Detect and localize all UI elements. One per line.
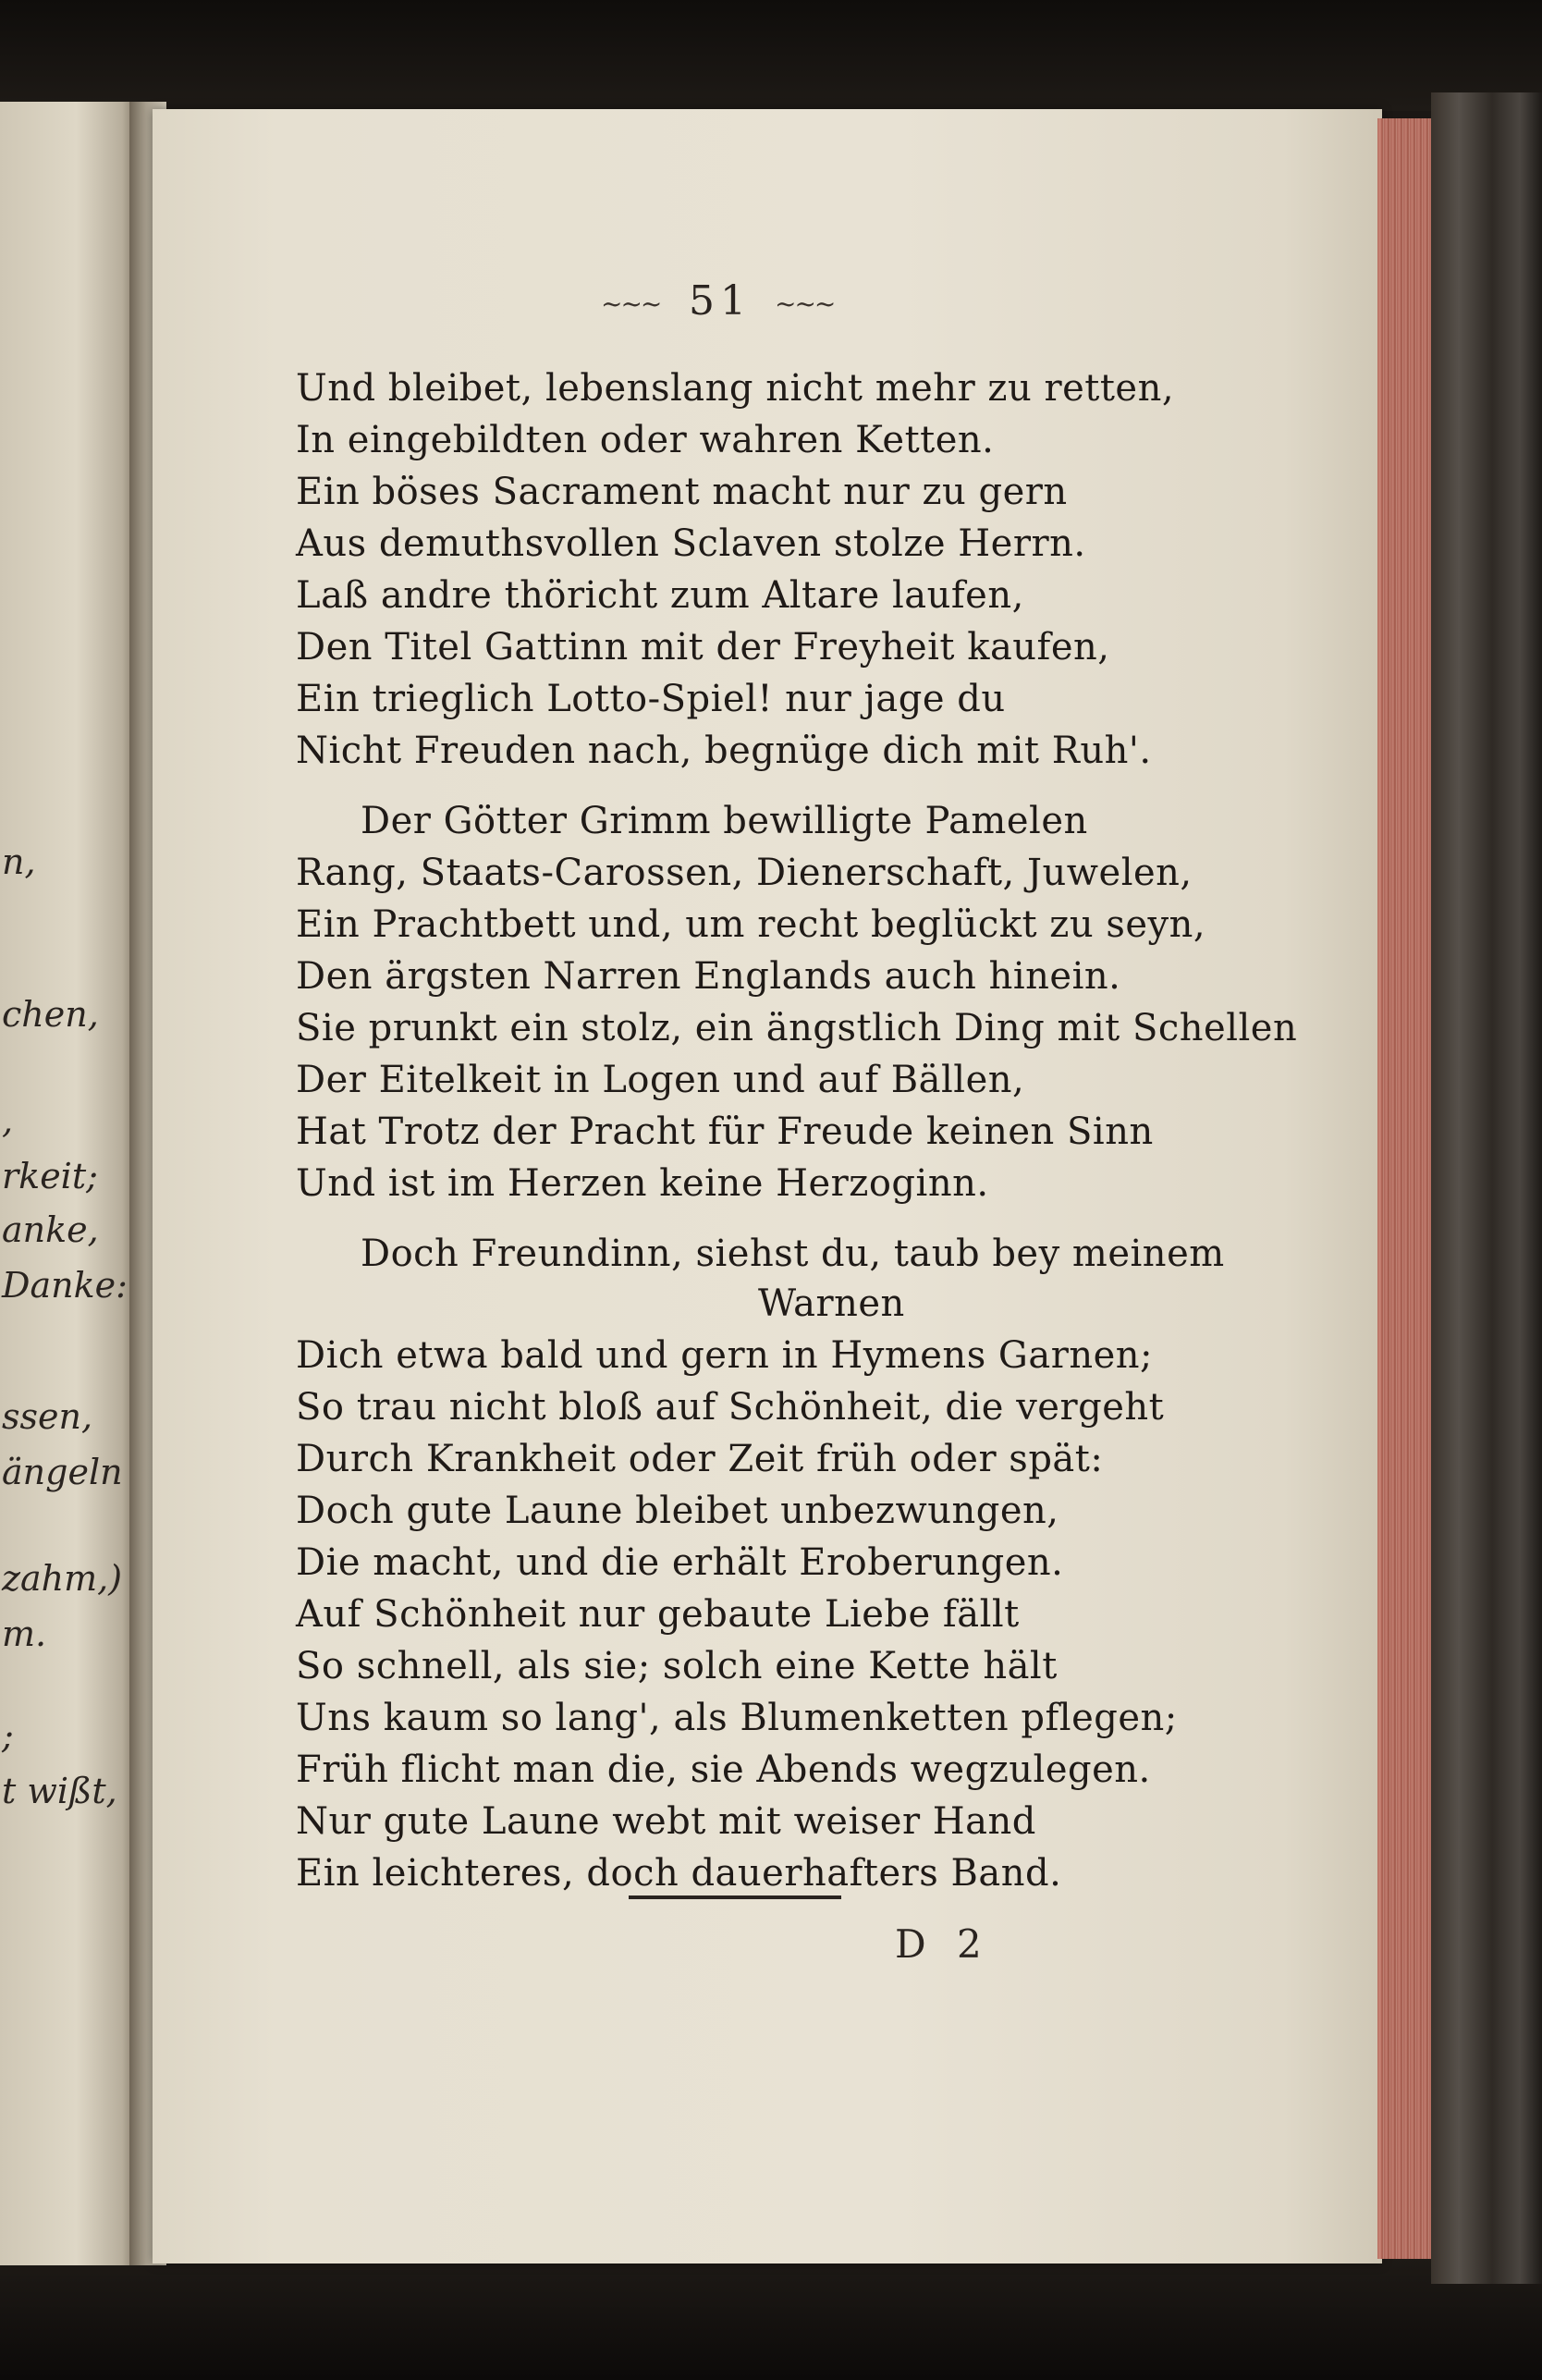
left-fragment: ssen, — [2, 1396, 93, 1437]
verse-line: Früh flicht man die, sie Abends wegzulegen. — [296, 1748, 1151, 1791]
left-fragment: rkeit; — [2, 1156, 98, 1196]
verse-line: Den Titel Gattinn mit der Freyheit kaufen, — [296, 626, 1110, 669]
left-fragment: zahm,) — [2, 1558, 123, 1599]
verse-line: Ein böses Sacrament macht nur zu gern — [296, 471, 1068, 513]
verse-line: So schnell, als sie; solch eine Kette hält — [296, 1645, 1058, 1687]
verse-line: Die macht, und die erhält Eroberungen. — [296, 1541, 1064, 1584]
left-fragment: t wißt, — [2, 1771, 117, 1811]
verse-line: Ein trieglich Lotto-Spiel! nur jage du — [296, 678, 1006, 720]
left-fragment: m. — [2, 1613, 47, 1654]
verse-line: Ein leichteres, doch dauerhafters Band. — [296, 1852, 1062, 1895]
verse-line: Den ärgsten Narren Englands auch hinein. — [296, 955, 1121, 998]
verse-line: In eingebildten oder wahren Ketten. — [296, 419, 995, 461]
verse-line: Ein Prachtbett und, um recht beglückt zu seyn, — [296, 903, 1206, 946]
ornament-right: ~~~ — [775, 288, 835, 319]
verse-line: Und bleibet, lebenslang nicht mehr zu retten, — [296, 367, 1175, 410]
verse-line: Aus demuthsvollen Sclaven stolze Herrn. — [296, 522, 1086, 565]
left-fragment: , — [2, 1100, 14, 1141]
background-top — [0, 0, 1542, 111]
verse-line: Laß andre thöricht zum Altare laufen, — [296, 574, 1024, 617]
verse-line: So trau nicht bloß auf Schönheit, die vergeht — [296, 1386, 1165, 1429]
left-fragment: n, — [2, 841, 36, 882]
left-fragment: anke, — [2, 1209, 99, 1250]
verse-line: Dich etwa bald und gern in Hymens Garnen; — [296, 1334, 1154, 1377]
background-bottom — [0, 2256, 1542, 2380]
printer-signature: D 2 — [895, 1921, 991, 1967]
left-fragment: chen, — [2, 994, 99, 1035]
verse-line: Warnen — [758, 1282, 905, 1325]
closing-rule — [629, 1895, 841, 1899]
verse-line: Uns kaum so lang', als Blumenketten pflegen; — [296, 1697, 1178, 1739]
verse-line: Doch gute Laune bleibet unbezwungen, — [296, 1490, 1059, 1532]
verse-line: Nur gute Laune webt mit weiser Hand — [296, 1800, 1036, 1843]
verse-line: Auf Schönheit nur gebaute Liebe fällt — [296, 1593, 1020, 1636]
verse-line: Durch Krankheit oder Zeit früh oder spät: — [296, 1438, 1104, 1480]
verse-line: Rang, Staats-Carossen, Dienerschaft, Juwelen, — [296, 852, 1193, 894]
verse-line: Sie prunkt ein stolz, ein ängstlich Ding mit Schellen — [296, 1007, 1298, 1049]
verse-line: Nicht Freuden nach, begnüge dich mit Ruh'. — [296, 730, 1152, 772]
book-cover — [1431, 92, 1542, 2284]
left-fragment: ; — [2, 1715, 14, 1756]
verse-line: Der Götter Grimm bewilligte Pamelen — [361, 800, 1088, 842]
page-edges — [1377, 118, 1435, 2259]
verse-line: Und ist im Herzen keine Herzoginn. — [296, 1162, 989, 1205]
verse-line: Doch Freundinn, siehst du, taub bey meinem — [361, 1233, 1225, 1275]
ornament-left: ~~~ — [601, 288, 661, 319]
left-page — [0, 102, 139, 2265]
page-number: 51 — [689, 277, 752, 325]
left-fragment: ängeln — [2, 1452, 123, 1492]
verse-line: Hat Trotz der Pracht für Freude keinen Sinn — [296, 1110, 1154, 1153]
left-fragment: Danke: — [2, 1265, 128, 1306]
verse-line: Der Eitelkeit in Logen und auf Bällen, — [296, 1059, 1025, 1101]
